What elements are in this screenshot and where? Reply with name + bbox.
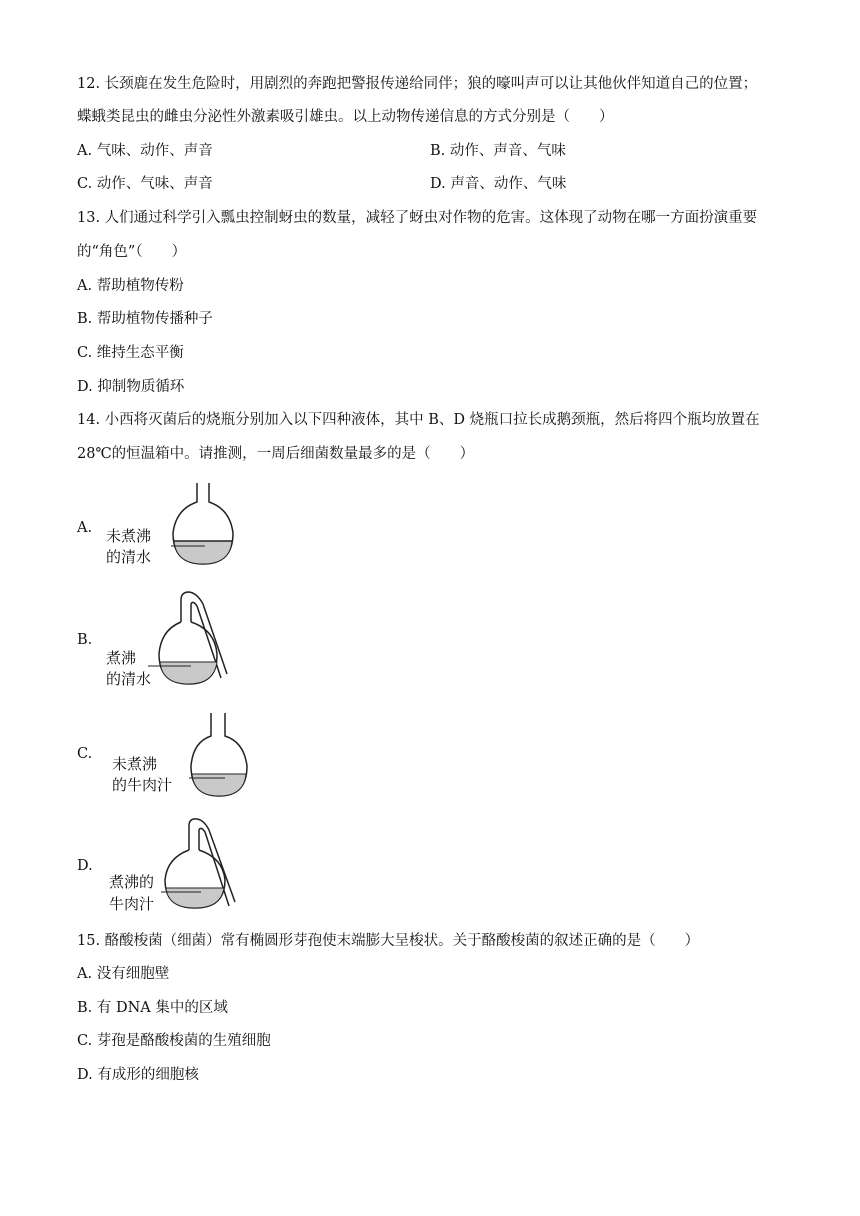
q13-option-c: C. 维持生态平衡 [77, 345, 184, 361]
q15-option-b: B. 有 DNA 集中的区域 [77, 1000, 228, 1016]
q14-option-b-label-line2: 的清水 [106, 670, 152, 688]
q12-stem-line1: 12. 长颈鹿在发生危险时，用剧烈的奔跑把警报传递给同伴；狼的嚎叫声可以让其他伙伴知道自己的位置； [77, 76, 758, 92]
q14-option-c-letter: C. [77, 746, 93, 762]
q14-option-b-label-line1: 煮沸 [106, 649, 137, 667]
q15-option-a: A. 没有细胞壁 [77, 966, 170, 982]
q12-stem-line2: 蝶蛾类昆虫的雌虫分泌性外激素吸引雄虫。以上动物传递信息的方式分别是（ ） [77, 109, 614, 125]
q15-option-c: C. 芽孢是酪酸梭菌的生殖细胞 [77, 1033, 271, 1049]
q12-option-b: B. 动作、声音、气味 [430, 143, 566, 159]
q15-option-d: D. 有成形的细胞核 [77, 1067, 199, 1083]
q14-option-a-label-line2: 的清水 [106, 548, 152, 566]
q13-option-a: A. 帮助植物传粉 [77, 278, 184, 294]
q14-option-d-label-line2: 牛肉汁 [109, 895, 155, 913]
q14-option-d [77, 816, 337, 916]
q14-option-c-label-line2: 的牛肉汁 [112, 776, 173, 794]
q14-option-b [77, 588, 337, 693]
q14-option-c-label-line1: 未煮沸 [112, 755, 158, 773]
q14-stem-line2: 28℃的恒温箱中。请推测，一周后细菌数量最多的是（ ） [77, 446, 475, 462]
q12-option-c: C. 动作、气味、声音 [77, 176, 213, 192]
q13-stem-line2: 的“角色”（ ） [77, 244, 187, 260]
q14-stem-line1: 14. 小西将灭菌后的烧瓶分别加入以下四种液体，其中 B、D 烧瓶口拉长成鹅颈瓶，然后将四个瓶均放置在 [77, 412, 760, 428]
q14-option-d-letter: D. [77, 858, 93, 874]
q13-option-b: B. 帮助植物传播种子 [77, 311, 213, 327]
q14-option-b-letter: B. [77, 632, 93, 648]
q14-option-a-letter: A. [77, 520, 93, 536]
q14-option-d-label-line1: 煮沸的 [109, 873, 155, 891]
q14-option-a [77, 478, 337, 573]
q12-option-d: D. 声音、动作、气味 [430, 176, 567, 192]
q12-option-a: A. 气味、动作、声音 [77, 143, 213, 159]
q14-option-a-label-line1: 未煮沸 [106, 527, 152, 545]
q14-option-c [77, 710, 337, 805]
q13-option-d: D. 抑制物质循环 [77, 379, 185, 395]
q13-stem-line1: 13. 人们通过科学引入瓢虫控制蚜虫的数量，减轻了蚜虫对作物的危害。这体现了动物在哪一方面扮演重要 [77, 210, 758, 226]
q15-stem: 15. 酪酸梭菌（细菌）常有椭圆形芽孢使末端膨大呈梭状。关于酪酸梭菌的叙述正确的是（ ） [77, 933, 700, 949]
